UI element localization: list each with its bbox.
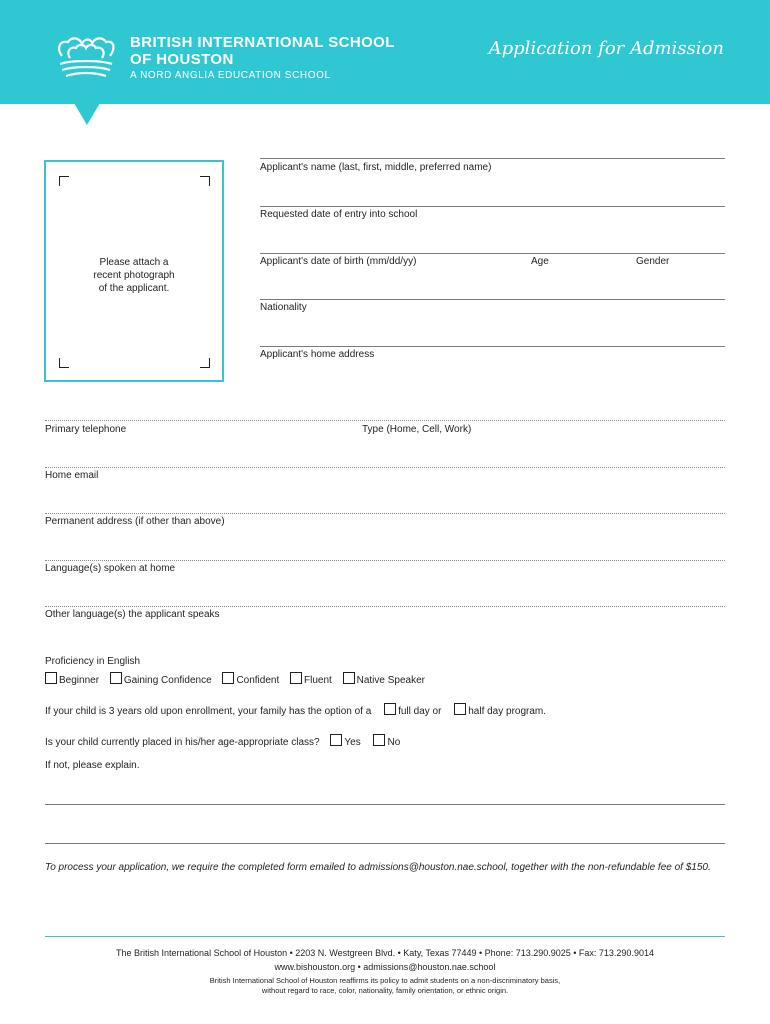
languages-home-label: Language(s) spoken at home	[45, 563, 176, 574]
proficiency-option-confident[interactable]	[222, 675, 279, 686]
option-label: Gaining Confidence	[123, 675, 212, 686]
option-label: Beginner	[59, 675, 100, 686]
checkbox-gaining-confidence[interactable]	[110, 672, 122, 684]
other-languages-field[interactable]	[45, 606, 725, 607]
other-languages-label: Other language(s) the applicant speaks	[45, 609, 220, 620]
languages-home-field[interactable]	[45, 560, 725, 561]
gender-label: Gender	[636, 256, 670, 267]
photo-instructions-line3: of the applicant.	[98, 283, 170, 294]
footer-address: The British International School of Houston • 2203 N. Westgreen Blvd. • Katy, Texas 77449 • Phone: 713.290.9025 • Fax: 713.290.9014	[116, 948, 654, 958]
proficiency-option-gaining-confidence[interactable]	[110, 675, 212, 686]
checkbox-native-speaker[interactable]	[343, 672, 355, 684]
placement-option-yes[interactable]	[330, 737, 360, 748]
nationality-field[interactable]	[260, 299, 725, 300]
half-day-label: half day program.	[468, 706, 547, 717]
age-label: Age	[531, 256, 549, 267]
entry-date-label: Requested date of entry into school	[260, 209, 418, 220]
applicant-name-label: Applicant's name (last, first, middle, preferred name)	[260, 162, 492, 173]
yes-label: Yes	[344, 737, 361, 748]
applicant-name-field[interactable]	[260, 158, 725, 159]
school-name	[130, 34, 395, 68]
footer-policy-line1: British International School of Houston reaffirms its policy to admit students on a non-discriminatory basis,	[209, 976, 561, 985]
school-name-line1: BRITISH INTERNATIONAL SCHOOL	[130, 34, 395, 51]
proficiency-options	[45, 672, 433, 686]
explain-line-2[interactable]	[45, 843, 725, 844]
checkbox-full-day[interactable]	[384, 703, 396, 715]
photo-attachment-box[interactable]	[44, 160, 224, 382]
school-crest-icon	[52, 34, 120, 80]
program-option-half-day[interactable]	[454, 706, 546, 717]
checkbox-yes[interactable]	[330, 734, 342, 746]
option-label: Confident	[236, 675, 280, 686]
explain-line-1[interactable]	[45, 804, 725, 805]
primary-phone-label: Primary telephone	[45, 424, 127, 435]
submission-notice: To process your application, we require the completed form emailed to admissions@houston.nae.school, together with the non-refundable fee of $150.	[45, 862, 711, 873]
home-address-label: Applicant's home address	[260, 349, 375, 360]
checkbox-half-day[interactable]	[454, 703, 466, 715]
proficiency-label: Proficiency in English	[45, 656, 141, 667]
no-label: No	[387, 737, 401, 748]
crop-corner-bottom-right	[200, 358, 210, 368]
crop-corner-top-right	[200, 176, 210, 186]
placement-option-no[interactable]	[373, 737, 400, 748]
footer-policy-line2: without regard to race, color, nationality, family orientation, or ethnic origin.	[261, 986, 509, 995]
footer-web: www.bishouston.org • admissions@houston.nae.school	[274, 962, 496, 972]
proficiency-option-native-speaker[interactable]	[343, 675, 425, 686]
placement-row	[45, 734, 400, 748]
dob-field[interactable]	[260, 253, 725, 254]
entry-date-field[interactable]	[260, 206, 725, 207]
dob-label: Applicant's date of birth (mm/dd/yy)	[260, 256, 417, 267]
proficiency-option-fluent[interactable]	[290, 675, 332, 686]
crop-corner-top-left	[59, 176, 69, 186]
home-email-label: Home email	[45, 470, 99, 481]
header-banner	[0, 0, 770, 104]
photo-instructions-line2: recent photograph	[93, 270, 175, 281]
photo-instructions-line1: Please attach a	[99, 257, 169, 268]
home-address-field[interactable]	[260, 346, 725, 347]
explain-label: If not, please explain.	[45, 760, 140, 771]
checkbox-fluent[interactable]	[290, 672, 302, 684]
school-subtitle: A NORD ANGLIA EDUCATION SCHOOL	[130, 70, 331, 81]
phone-type-label: Type (Home, Cell, Work)	[362, 424, 472, 435]
photo-instructions	[46, 256, 222, 295]
header-notch	[74, 103, 100, 125]
nationality-label: Nationality	[260, 302, 307, 313]
option-label: Fluent	[304, 675, 332, 686]
footer-divider	[45, 936, 725, 937]
permanent-address-field[interactable]	[45, 513, 725, 514]
checkbox-beginner[interactable]	[45, 672, 57, 684]
school-name-line2: OF HOUSTON	[130, 51, 234, 68]
crop-corner-bottom-left	[59, 358, 69, 368]
program-question: If your child is 3 years old upon enrollment, your family has the option of a	[45, 706, 372, 717]
placement-question: Is your child currently placed in his/her age-appropriate class?	[45, 737, 320, 748]
home-email-field[interactable]	[45, 467, 725, 468]
form-title: Application for Admission	[488, 38, 724, 59]
proficiency-option-beginner[interactable]	[45, 675, 99, 686]
checkbox-confident[interactable]	[222, 672, 234, 684]
program-row	[45, 703, 546, 717]
option-label: Native Speaker	[356, 675, 425, 686]
permanent-address-label: Permanent address (if other than above)	[45, 516, 225, 527]
full-day-label: full day or	[398, 706, 442, 717]
checkbox-no[interactable]	[373, 734, 385, 746]
primary-phone-field[interactable]	[45, 420, 725, 421]
program-option-full-day[interactable]	[384, 706, 441, 717]
